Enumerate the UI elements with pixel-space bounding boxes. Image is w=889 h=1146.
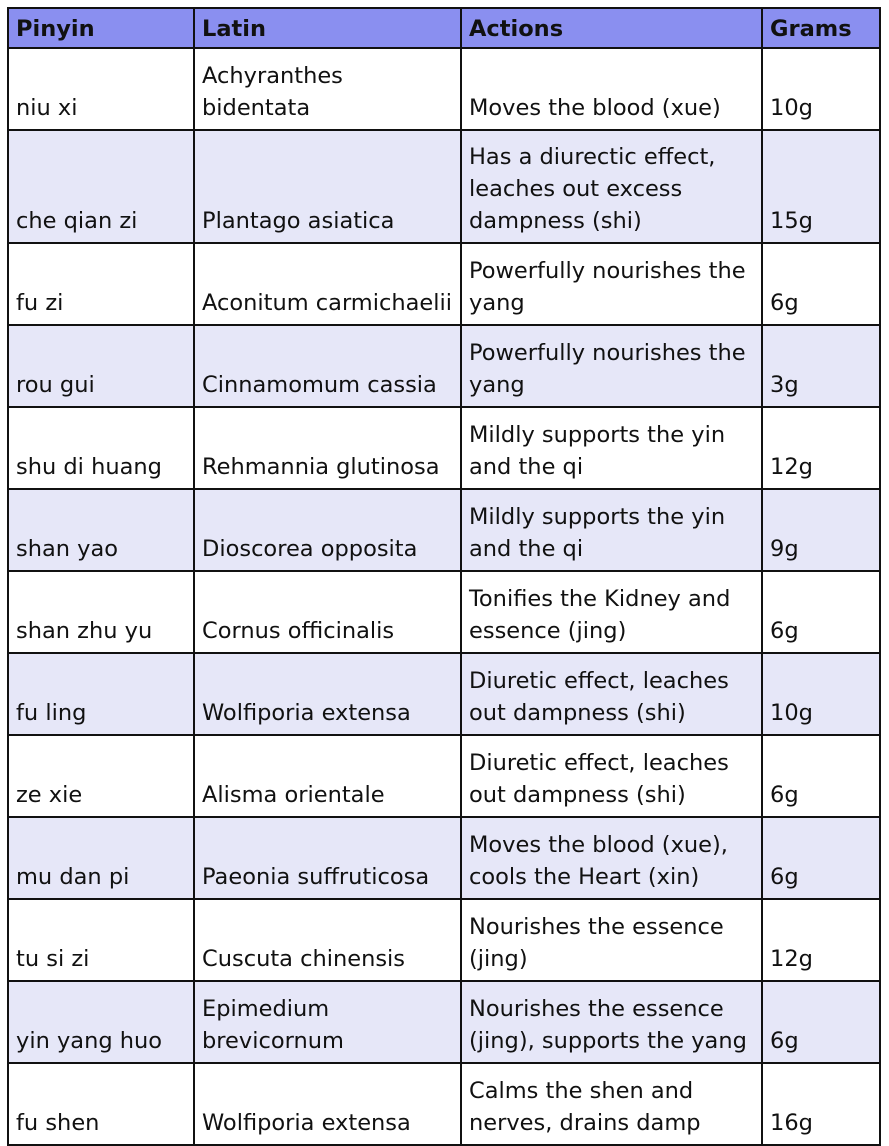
grams-cell: 6g (762, 243, 880, 325)
actions-cell: Has a diurectic effect, leaches out excess dampness (shi) (461, 130, 762, 243)
latin-cell: Achyranthes bidentata (194, 48, 461, 130)
pinyin-cell: shu di huang (8, 407, 194, 489)
pinyin-cell: fu ling (8, 653, 194, 735)
grams-cell: 16g (762, 1063, 880, 1145)
actions-cell: Mildly supports the yin and the qi (461, 407, 762, 489)
actions-cell: Powerfully nourishes the yang (461, 325, 762, 407)
header-row (8, 8, 880, 48)
pinyin-cell: ze xie (8, 735, 194, 817)
herb-formula-table (7, 7, 881, 1146)
pinyin-cell: che qian zi (8, 130, 194, 243)
pinyin-cell: tu si zi (8, 899, 194, 981)
header-actions: Actions (461, 8, 762, 48)
latin-cell: Paeonia suffruticosa (194, 817, 461, 899)
pinyin-cell: mu dan pi (8, 817, 194, 899)
actions-cell: Mildly supports the yin and the qi (461, 489, 762, 571)
table-row (8, 735, 880, 817)
table-row (8, 243, 880, 325)
actions-cell: Calms the shen and nerves, drains damp (461, 1063, 762, 1145)
grams-cell: 12g (762, 407, 880, 489)
actions-cell: Moves the blood (xue) (461, 48, 762, 130)
grams-cell: 3g (762, 325, 880, 407)
actions-cell: Nourishes the essence (jing), supports the yang (461, 981, 762, 1063)
table-row (8, 489, 880, 571)
pinyin-cell: fu zi (8, 243, 194, 325)
grams-cell: 10g (762, 48, 880, 130)
header-latin: Latin (194, 8, 461, 48)
pinyin-cell: yin yang huo (8, 981, 194, 1063)
table-row (8, 407, 880, 489)
grams-cell: 12g (762, 899, 880, 981)
table-row (8, 325, 880, 407)
latin-cell: Alisma orientale (194, 735, 461, 817)
latin-cell: Cornus officinalis (194, 571, 461, 653)
latin-cell: Wolfiporia extensa (194, 653, 461, 735)
pinyin-cell: shan zhu yu (8, 571, 194, 653)
grams-cell: 9g (762, 489, 880, 571)
pinyin-cell: rou gui (8, 325, 194, 407)
grams-cell: 6g (762, 571, 880, 653)
latin-cell: Cuscuta chinensis (194, 899, 461, 981)
actions-cell: Diuretic effect, leaches out dampness (shi) (461, 653, 762, 735)
table-row (8, 817, 880, 899)
table-row (8, 653, 880, 735)
latin-cell: Dioscorea opposita (194, 489, 461, 571)
table-row (8, 1063, 880, 1145)
latin-cell: Rehmannia glutinosa (194, 407, 461, 489)
actions-cell: Tonifies the Kidney and essence (jing) (461, 571, 762, 653)
grams-cell: 6g (762, 735, 880, 817)
grams-cell: 10g (762, 653, 880, 735)
grams-cell: 6g (762, 981, 880, 1063)
pinyin-cell: shan yao (8, 489, 194, 571)
table-row (8, 130, 880, 243)
actions-cell: Powerfully nourishes the yang (461, 243, 762, 325)
latin-cell: Plantago asiatica (194, 130, 461, 243)
table-row (8, 981, 880, 1063)
header-pinyin: Pinyin (8, 8, 194, 48)
table-row (8, 48, 880, 130)
grams-cell: 6g (762, 817, 880, 899)
table-row (8, 571, 880, 653)
grams-cell: 15g (762, 130, 880, 243)
actions-cell: Diuretic effect, leaches out dampness (shi) (461, 735, 762, 817)
table-row (8, 899, 880, 981)
latin-cell: Wolfiporia extensa (194, 1063, 461, 1145)
actions-cell: Moves the blood (xue), cools the Heart (xin) (461, 817, 762, 899)
pinyin-cell: niu xi (8, 48, 194, 130)
latin-cell: Aconitum carmichaelii (194, 243, 461, 325)
pinyin-cell: fu shen (8, 1063, 194, 1145)
actions-cell: Nourishes the essence (jing) (461, 899, 762, 981)
latin-cell: Epimedium brevicornum (194, 981, 461, 1063)
header-grams: Grams (762, 8, 880, 48)
latin-cell: Cinnamomum cassia (194, 325, 461, 407)
